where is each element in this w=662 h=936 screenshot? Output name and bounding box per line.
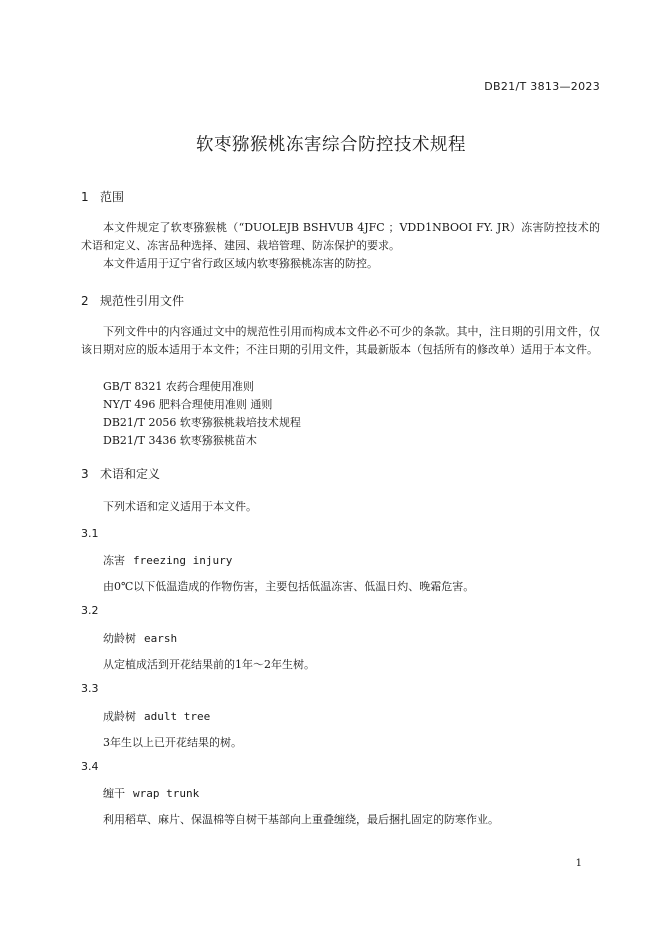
term-zh: 冻害	[103, 554, 125, 567]
term-number: 3.2	[81, 604, 99, 617]
section-number: 3	[81, 467, 89, 481]
term-en: freezing injury	[133, 554, 233, 567]
term-definition: 由0℃以下低温造成的作物伤害，主要包括低温冻害、低温日灼、晚霜危害。	[103, 580, 475, 593]
paragraph: 下列文件中的内容通过文中的规范性引用而构成本文件必不可少的条款。其中，注日期的引用文件，仅该日期对应的版本适用于本文件；不注日期的引用文件，其最新版本（包括所有的修改单）适用于本文件。	[81, 325, 600, 356]
page-number: 1	[575, 858, 582, 869]
section-title: 术语和定义	[100, 467, 161, 481]
term-definition: 利用稻草、麻片、保温棉等自树干基部向上重叠缠绕，最后捆扎固定的防寒作业。	[103, 813, 499, 826]
section-heading-3	[81, 465, 160, 482]
section-number: 2	[81, 294, 89, 308]
document-number: DB21/T 3813—2023	[484, 80, 600, 93]
reference-item: DB21/T 2056 软枣猕猴桃栽培技术规程	[103, 416, 301, 429]
section-number: 1	[81, 190, 89, 204]
term-entry	[103, 785, 199, 801]
term-en: wrap trunk	[133, 787, 200, 800]
term-entry	[103, 708, 210, 724]
term-number: 3.4	[81, 760, 99, 773]
paragraph: 下列术语和定义适用于本文件。	[103, 500, 257, 513]
term-number: 3.1	[81, 527, 99, 540]
section-title: 规范性引用文件	[100, 294, 185, 308]
term-zh: 缠干	[103, 787, 125, 800]
reference-item: NY/T 496 肥料合理使用准则 通则	[103, 398, 273, 411]
reference-item: GB/T 8321 农药合理使用准则	[103, 380, 254, 393]
section-heading-1	[81, 188, 124, 205]
paragraph: 本文件适用于辽宁省行政区域内软枣猕猴桃冻害的防控。	[103, 257, 378, 270]
document-title: 软枣猕猴桃冻害综合防控技术规程	[196, 135, 466, 155]
term-definition: 从定植成活到开花结果前的1年～2年生树。	[103, 658, 315, 671]
term-entry	[103, 630, 177, 646]
term-zh: 成龄树	[103, 710, 136, 723]
term-zh: 幼龄树	[103, 632, 136, 645]
term-entry	[103, 552, 232, 568]
section-heading-2	[81, 292, 184, 309]
reference-item: DB21/T 3436 软枣猕猴桃苗木	[103, 434, 257, 447]
term-definition: 3年生以上已开花结果的树。	[103, 736, 242, 749]
term-en: adult tree	[144, 710, 211, 723]
term-en: earsh	[144, 632, 178, 645]
term-number: 3.3	[81, 682, 99, 695]
section-title: 范围	[100, 190, 125, 204]
paragraph: 本文件规定了软枣猕猴桃（“DUOLEJB BSHVUB 4JFC ；VDD1NBOOI FY. JR）冻害防控技术的术语和定义、冻害品种选择、建园、栽培管理、防冻保护的要求。	[81, 221, 600, 252]
